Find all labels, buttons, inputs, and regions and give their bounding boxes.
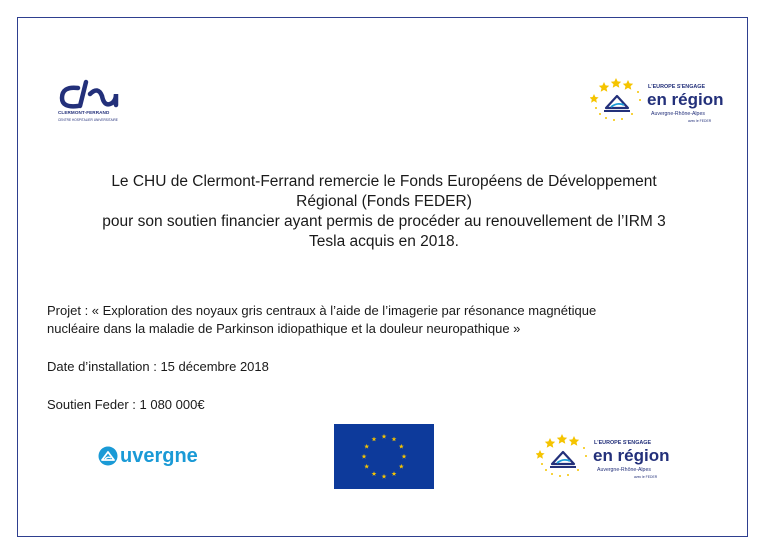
feder-funding: Soutien Feder : 1 080 000€	[47, 397, 205, 412]
eu-star-icon	[399, 444, 404, 449]
eu-stars-icon	[334, 424, 434, 489]
eu-star-icon	[362, 454, 367, 459]
europe-region-line2: en région	[593, 446, 670, 465]
chu-logo-mark	[58, 78, 130, 110]
eu-star-icon	[392, 437, 397, 442]
eu-star-icon	[382, 474, 387, 479]
europe-region-line4: avec le FEDER	[688, 119, 712, 123]
eu-star-icon	[382, 434, 387, 439]
acknowledgement-line-3: pour son soutien financier ayant permis de procéder au renouvellement de l’IRM 3	[102, 213, 666, 230]
eu-star-icon	[372, 471, 377, 476]
eu-star-icon	[364, 444, 369, 449]
eu-flag	[334, 424, 434, 489]
acknowledgement-line-4: Tesla acquis en 2018.	[309, 233, 459, 250]
project-line-2: nucléaire dans la maladie de Parkinson idiopathique et la douleur neuropathique »	[47, 321, 521, 336]
auvergne-logo	[98, 444, 224, 470]
europe-region-line2: en région	[647, 90, 724, 109]
europe-region-line3: Auvergne-Rhône-Alpes	[651, 111, 705, 117]
acknowledgement-line-1: Le CHU de Clermont-Ferrand remercie le Fonds Européens de Développement	[111, 173, 657, 190]
chu-logo	[58, 78, 130, 128]
project-description	[47, 302, 596, 338]
eu-star-icon	[399, 464, 404, 469]
chu-logo-city: CLERMONT-FERRAND	[58, 110, 110, 115]
europe-region-line1: L'EUROPE S'ENGAGE	[594, 440, 652, 446]
eu-star-icon	[372, 437, 377, 442]
europe-region-logo-bottom	[536, 430, 670, 486]
eu-star-icon	[364, 464, 369, 469]
europe-region-line3: Auvergne-Rhône-Alpes	[597, 467, 651, 473]
europe-region-line1: L'EUROPE S'ENGAGE	[648, 84, 706, 90]
europe-stars-icon	[590, 74, 646, 130]
installation-date: Date d’installation : 15 décembre 2018	[47, 359, 269, 374]
europe-stars-icon	[536, 430, 592, 486]
acknowledgement-text	[36, 172, 732, 252]
auvergne-logo-text: uvergne	[120, 445, 198, 467]
auvergne-mountain-icon	[98, 446, 118, 466]
eu-star-icon	[392, 471, 397, 476]
chu-logo-tagline: CENTRE HOSPITALIER UNIVERSITAIRE	[58, 118, 118, 122]
acknowledgement-line-2: Régional (Fonds FEDER)	[296, 193, 472, 210]
eu-star-icon	[402, 454, 407, 459]
europe-region-logo-top	[590, 74, 724, 130]
project-line-1: Projet : « Exploration des noyaux gris centraux à l’aide de l’imagerie par résonance magnétique	[47, 303, 597, 318]
europe-region-line4: avec le FEDER	[634, 475, 658, 479]
